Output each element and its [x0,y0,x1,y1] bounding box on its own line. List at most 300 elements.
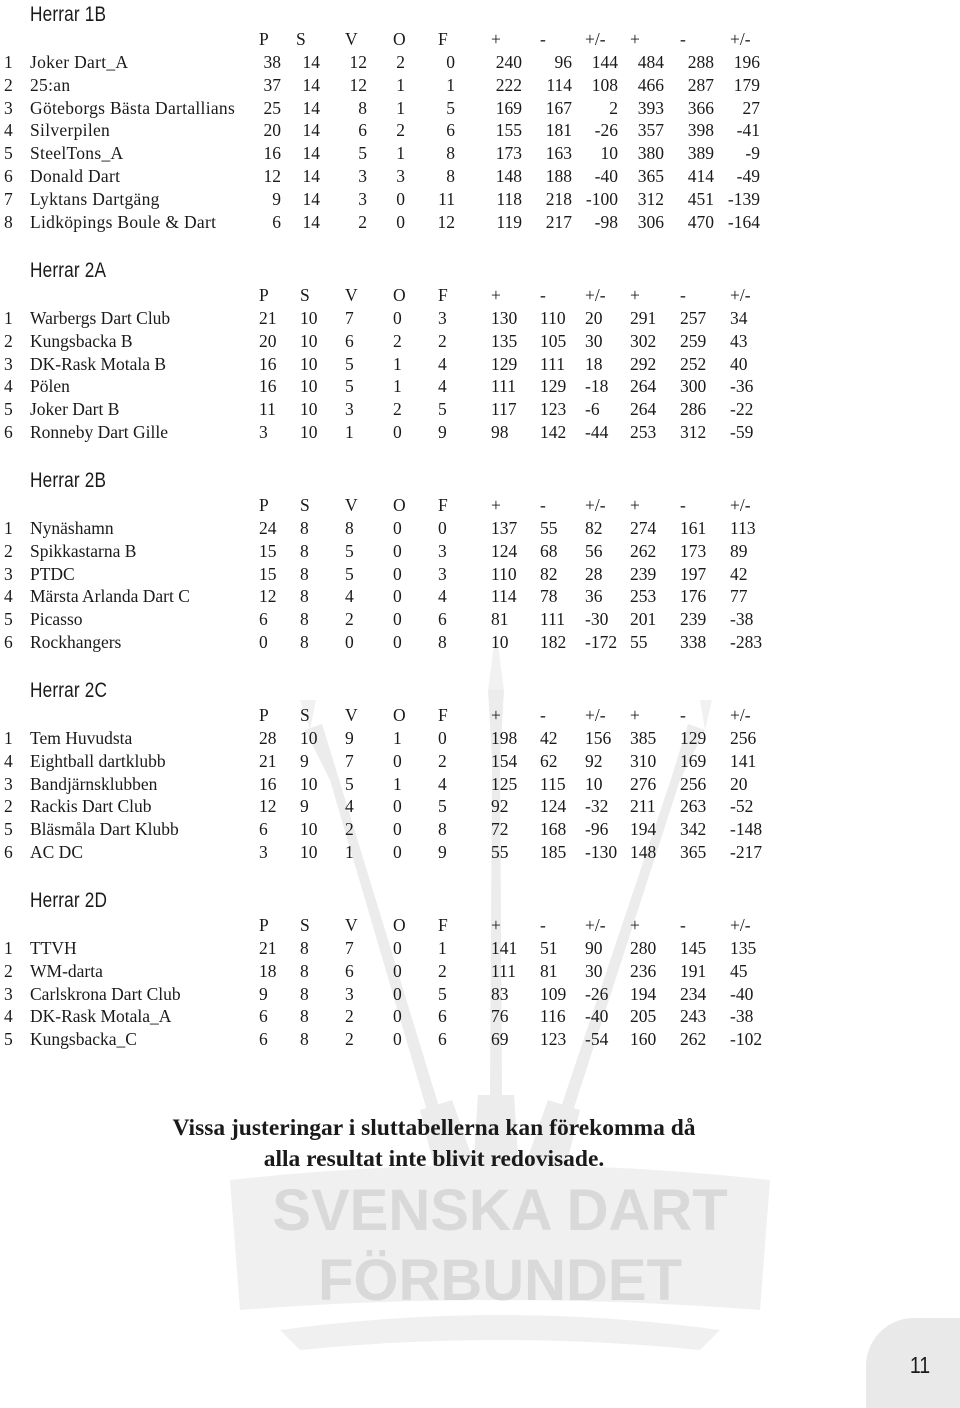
rank: 3 [4,983,13,1004]
team-name: Pölen [30,376,70,397]
stat-s: 10 [300,728,318,748]
table-row [0,540,960,563]
table-row [0,960,960,983]
team-name: Lidköpings Boule & Dart [30,211,217,232]
stat-pa: 110 [540,308,566,328]
stat-o: 1 [393,773,402,794]
stat-v: 5 [345,773,354,794]
column-header: +/- [730,495,751,515]
stat-s: 14 [302,52,320,72]
stat-pf: 55 [491,842,509,862]
stat-o: 1 [396,74,405,95]
stat-f: 4 [438,773,447,794]
stat-sa: 288 [687,52,714,72]
stat-o: 0 [393,750,402,771]
rank: 1 [4,728,13,748]
stat-o: 0 [396,188,405,209]
stat-p: 11 [259,399,276,420]
stat-sd: -283 [730,632,763,652]
column-header: + [630,29,640,49]
column-header: - [540,495,546,515]
column-header: + [491,285,501,305]
stat-sd: 196 [733,52,760,72]
column-header: - [680,915,686,935]
team-name: Göteborgs Bästa Dartallians [30,97,236,118]
stat-o: 0 [393,960,402,981]
stat-p: 16 [263,143,281,164]
stat-s: 9 [300,750,309,771]
stat-v: 12 [349,74,367,95]
stat-pd: 10 [585,773,603,794]
stat-sf: 484 [637,52,664,72]
team-name: Rackis Dart Club [30,796,152,817]
stat-sd: -102 [730,1029,763,1050]
stat-pf: 222 [495,74,522,95]
stat-sa: 342 [680,819,707,840]
section-title: Herrar 2B [30,469,107,492]
stat-sd: -217 [730,842,763,862]
rank: 3 [4,97,13,118]
table-row [0,51,960,74]
stat-s: 10 [300,773,318,794]
stat-sd: -38 [730,609,754,630]
stat-pd: 28 [585,563,603,584]
table-row [0,142,960,165]
rank: 4 [4,750,13,771]
stat-pd: 18 [585,353,603,374]
stat-f: 0 [438,518,447,538]
stat-v: 1 [345,422,354,442]
stat-v: 3 [358,188,367,209]
stat-p: 9 [259,983,268,1004]
stat-pf: 118 [496,188,522,209]
team-name: Picasso [30,609,83,630]
column-header: O [393,495,406,515]
stat-o: 2 [393,399,402,420]
rank: 1 [4,52,13,72]
stat-f: 4 [438,376,447,397]
column-header: P [259,495,269,515]
column-header: V [345,495,358,515]
column-header: - [540,915,546,935]
stat-f: 11 [438,188,455,209]
stat-p: 25 [263,97,281,118]
column-header: F [438,915,448,935]
stat-p: 15 [259,563,277,584]
column-header: O [393,915,406,935]
stat-o: 0 [393,819,402,840]
column-header-row [0,704,960,727]
stat-o: 0 [393,1029,402,1050]
team-name: Eightball dartklubb [30,750,166,771]
stat-pf: 148 [495,166,522,186]
stat-pf: 125 [491,773,518,794]
stat-p: 16 [259,376,277,397]
stat-sa: 129 [680,728,707,748]
column-header: P [259,29,269,49]
table-row [0,585,960,608]
stat-pa: 116 [540,1006,566,1027]
stat-pd: -54 [585,1029,609,1050]
stat-pa: 163 [545,143,572,164]
stat-sa: 262 [680,1029,707,1050]
stat-pf: 124 [491,540,518,561]
stat-pd: 56 [585,540,603,561]
column-header: + [491,29,501,49]
stat-pf: 72 [491,819,509,840]
stat-sd: -52 [730,796,754,817]
rank: 7 [4,188,13,209]
table-row [0,631,960,654]
rank: 3 [4,773,13,794]
stat-s: 8 [300,938,309,958]
column-header: - [680,495,686,515]
stat-sf: 55 [630,632,648,652]
rank: 2 [4,960,13,981]
stat-v: 2 [358,211,367,232]
stat-pf: 92 [491,796,509,817]
stat-f: 6 [438,1006,447,1027]
stat-sf: 292 [630,353,657,374]
stat-v: 6 [345,330,354,351]
stat-v: 6 [358,120,367,141]
stat-sa: 256 [680,773,707,794]
stat-pd: 2 [609,97,618,118]
stat-s: 10 [300,353,318,374]
stat-sd: 179 [733,74,760,95]
stat-f: 2 [438,960,447,981]
stat-p: 12 [259,796,277,817]
stat-p: 12 [263,166,281,186]
stat-s: 10 [300,376,318,397]
stat-pa: 105 [540,330,567,351]
section-title: Herrar 2C [30,679,108,702]
stat-pa: 217 [545,211,572,232]
rank: 1 [4,938,13,958]
table-row [0,353,960,376]
rank: 5 [4,819,13,840]
rank: 5 [4,143,13,164]
stat-o: 0 [393,1006,402,1027]
stat-pa: 55 [540,518,558,538]
stat-v: 9 [345,728,354,748]
table-row [0,165,960,188]
rank: 2 [4,74,13,95]
table-row [0,795,960,818]
column-header-row [0,914,960,937]
team-name: PTDC [30,563,75,584]
column-header: +/- [585,29,606,49]
stat-o: 0 [393,563,402,584]
team-name: Kungsbacka B [30,330,133,351]
stat-p: 6 [259,1029,268,1050]
stat-s: 8 [300,586,309,607]
stat-sa: 173 [680,540,707,561]
stat-f: 3 [438,563,447,584]
stat-pa: 142 [540,422,567,442]
stat-pa: 109 [540,983,567,1004]
stat-f: 5 [446,97,455,118]
stat-f: 3 [438,308,447,328]
stat-p: 18 [259,960,277,981]
team-name: AC DC [30,842,83,862]
stat-sd: 141 [730,750,757,771]
stat-pf: 114 [491,586,517,607]
team-name: Rockhangers [30,632,122,652]
stat-sa: 300 [680,376,707,397]
table-row [0,517,960,540]
stat-pa: 123 [540,1029,567,1050]
stat-sf: 274 [630,518,657,538]
stat-pa: 129 [540,376,567,397]
stat-sa: 197 [680,563,707,584]
stat-sf: 264 [630,399,657,420]
column-header: F [438,495,448,515]
rank: 2 [4,796,13,817]
stat-sf: 236 [630,960,657,981]
stat-pf: 169 [495,97,522,118]
column-header: + [630,705,640,725]
team-name: Ronneby Dart Gille [30,422,169,442]
stat-v: 8 [345,518,354,538]
stat-sf: 160 [630,1029,657,1050]
stat-s: 10 [300,842,318,862]
stat-sd: 20 [730,773,748,794]
stat-pa: 188 [545,166,572,186]
stat-pd: 36 [585,586,603,607]
column-header: - [540,705,546,725]
stat-v: 8 [358,97,367,118]
stat-f: 12 [437,211,455,232]
stat-p: 6 [259,819,268,840]
team-name: Spikkastarna B [30,540,137,561]
stat-pa: 42 [540,728,558,748]
stat-o: 0 [393,422,402,442]
stat-s: 14 [302,143,320,164]
stat-p: 6 [272,211,281,232]
stat-pf: 83 [491,983,509,1004]
stat-sa: 286 [680,399,707,420]
stat-pa: 182 [540,632,567,652]
stat-pd: -30 [585,609,609,630]
stat-s: 10 [300,330,318,351]
stat-p: 9 [272,188,281,209]
watermark-line-1: SVENSKA DART [272,1178,728,1243]
stat-pf: 111 [491,960,516,981]
stat-v: 2 [345,609,354,630]
column-header: - [680,29,686,49]
rank: 8 [4,211,13,232]
stat-sa: 191 [680,960,707,981]
stat-sa: 176 [680,586,707,607]
stat-sa: 239 [680,609,707,630]
column-header: P [259,915,269,935]
stat-sa: 365 [680,842,707,862]
stat-o: 0 [393,540,402,561]
stat-sa: 398 [687,120,714,141]
stat-pa: 124 [540,796,567,817]
table-row [0,983,960,1006]
stat-pd: 92 [585,750,603,771]
stat-s: 10 [300,308,318,328]
rank: 6 [4,842,13,862]
stat-pd: 108 [591,74,618,95]
stat-pa: 168 [540,819,567,840]
stat-pf: 69 [491,1029,509,1050]
stat-v: 5 [345,540,354,561]
stat-pa: 78 [540,586,558,607]
watermark-line-2: FÖRBUNDET [317,1248,683,1313]
stat-pa: 62 [540,750,558,771]
stat-v: 3 [345,399,354,420]
stat-sa: 243 [680,1006,707,1027]
stat-pa: 68 [540,540,558,561]
stat-sd: -148 [730,819,763,840]
team-name: SteelTons_A [30,143,124,164]
column-header: + [491,495,501,515]
stat-v: 3 [345,983,354,1004]
rank: 4 [4,120,13,141]
stat-sf: 302 [630,330,657,351]
stat-s: 8 [300,563,309,584]
stat-sd: 43 [730,330,748,351]
team-name: Donald Dart [30,166,121,186]
rank: 4 [4,586,13,607]
table-row [0,307,960,330]
stat-s: 9 [300,796,309,817]
stat-pd: 30 [585,960,603,981]
stat-p: 38 [263,52,281,72]
team-name: Bläsmåla Dart Klubb [30,819,179,840]
column-header: +/- [730,705,751,725]
rank: 2 [4,330,13,351]
stat-o: 2 [396,52,405,72]
stat-f: 9 [438,422,447,442]
stat-pa: 181 [545,120,572,141]
stat-pf: 137 [491,518,518,538]
stat-sd: -139 [727,188,760,209]
stat-pf: 173 [495,143,522,164]
disclaimer-line-2: alla resultat inte blivit redovisade. [263,1146,605,1172]
stat-sf: 239 [630,563,657,584]
stat-p: 21 [259,938,277,958]
stat-o: 1 [393,728,402,748]
stat-pf: 98 [491,422,509,442]
table-row [0,608,960,631]
stat-p: 20 [259,330,277,351]
stat-sa: 470 [687,211,714,232]
column-header: +/- [585,285,606,305]
column-header: S [300,705,310,725]
stat-sa: 169 [680,750,707,771]
rank: 5 [4,399,13,420]
stat-sa: 257 [680,308,707,328]
stat-s: 10 [300,819,318,840]
stat-sf: 262 [630,540,657,561]
column-header: +/- [730,29,751,49]
stat-sa: 287 [687,74,714,95]
stat-s: 14 [302,97,320,118]
stat-f: 1 [446,74,455,95]
rank: 5 [4,1029,13,1050]
stat-s: 14 [302,211,320,232]
stat-pa: 115 [540,773,566,794]
stat-o: 0 [393,632,402,652]
table-row [0,398,960,421]
team-name: Nynäshamn [30,518,114,538]
table-row [0,818,960,841]
stat-f: 0 [438,728,447,748]
stat-sa: 252 [680,353,707,374]
stat-sf: 194 [630,819,657,840]
stat-s: 8 [300,518,309,538]
rank: 1 [4,308,13,328]
stat-pa: 185 [540,842,567,862]
rank: 3 [4,563,13,584]
rank: 3 [4,353,13,374]
section-title: Herrar 2A [30,259,107,282]
column-header: V [345,285,358,305]
stat-sf: 201 [630,609,657,630]
column-header: +/- [585,495,606,515]
stat-pf: 130 [491,308,518,328]
stat-v: 7 [345,308,354,328]
stat-sf: 291 [630,308,657,328]
stat-f: 4 [438,586,447,607]
team-name: DK-Rask Motala_A [30,1006,172,1027]
team-name: Tem Huvudsta [30,728,133,748]
stat-p: 21 [259,750,277,771]
stat-s: 8 [300,983,309,1004]
table-row [0,188,960,211]
stat-pf: 129 [491,353,518,374]
team-name: Silverpilen [30,120,111,141]
stat-p: 15 [259,540,277,561]
stat-p: 37 [263,74,281,95]
stat-sf: 393 [637,97,664,118]
stat-pf: 119 [496,211,522,232]
stat-pd: -32 [585,796,609,817]
stat-pf: 154 [491,750,518,771]
page-number: 11 [909,1352,931,1378]
stat-v: 3 [358,166,367,186]
stat-sd: 40 [730,353,748,374]
column-header: V [345,915,358,935]
stat-sa: 161 [680,518,707,538]
stat-p: 0 [259,632,268,652]
stat-v: 5 [358,143,367,164]
table-row [0,750,960,773]
stat-o: 1 [393,353,402,374]
stat-v: 7 [345,938,354,958]
stat-pf: 81 [491,609,509,630]
stat-p: 21 [259,308,277,328]
stat-pd: -40 [594,166,618,186]
column-header: S [300,915,310,935]
team-name: DK-Rask Motala B [30,353,167,374]
team-name: Carlskrona Dart Club [30,983,181,1004]
stat-f: 0 [446,52,455,72]
team-name: 25:an [30,74,71,95]
stat-f: 5 [438,399,447,420]
stat-sf: 280 [630,938,657,958]
table-row [0,74,960,97]
stat-v: 2 [345,819,354,840]
column-header: O [393,285,406,305]
stat-sd: 113 [730,518,756,538]
stat-sf: 385 [630,728,657,748]
stat-pd: -44 [585,422,609,442]
